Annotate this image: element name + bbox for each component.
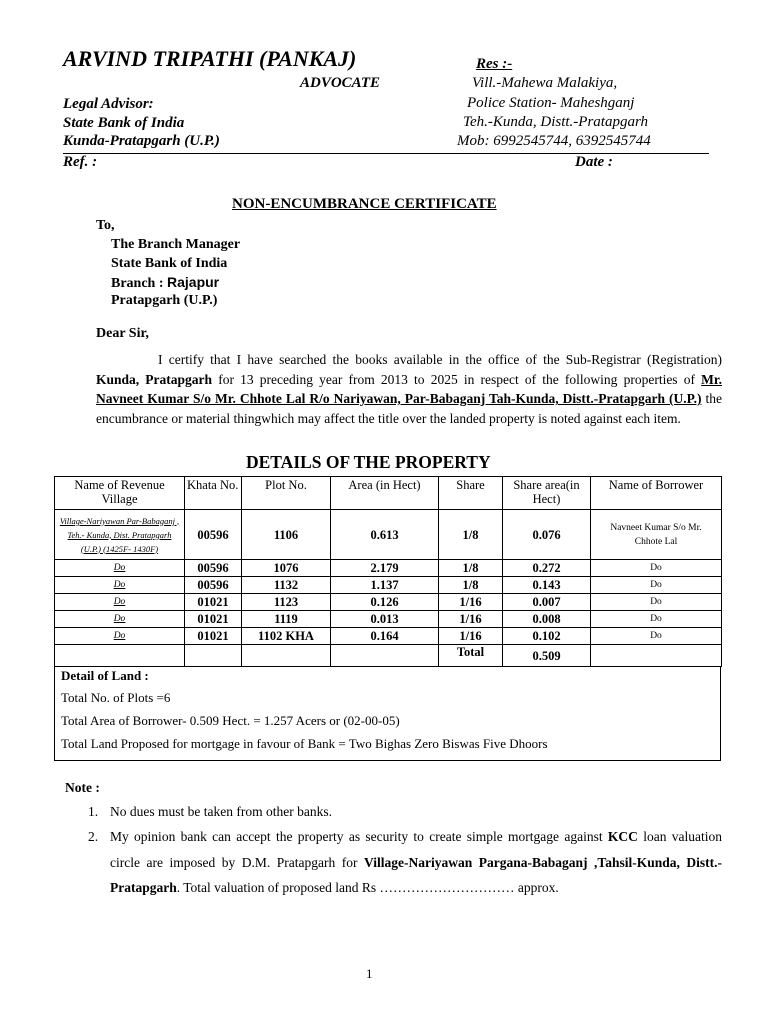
cell-share-area: 0.008 — [503, 611, 591, 628]
cell-borrower: Do — [591, 560, 722, 577]
body-text-2: for 13 preceding year from 2013 to 2025 in respect of the following properties of — [212, 371, 702, 387]
address-line-3 — [111, 274, 219, 292]
legal-advisor-label: Legal Advisor: — [63, 96, 154, 112]
branch-prefix: Branch : — [111, 276, 167, 291]
note-title: Note : — [65, 780, 100, 795]
cell-empty — [591, 645, 722, 667]
table-row — [55, 560, 722, 577]
land-details-line-2: Total Area of Borrower- 0.509 Hect. = 1.257 Acers or (02-00-05) — [61, 713, 400, 728]
cell-share: 1/8 — [439, 560, 503, 577]
cell-borrower: Do — [591, 611, 722, 628]
header-khata: Khata No. — [185, 477, 242, 510]
cell-share: 1/16 — [439, 594, 503, 611]
certificate-title: NON-ENCUMBRANCE CERTIFICATE — [232, 196, 497, 212]
note-2-part-a: My opinion bank can accept the property as security to create simple mortgage against — [110, 829, 608, 844]
office-location: Kunda-Pratapgarh (U.P.) — [63, 133, 220, 149]
table-row — [55, 594, 722, 611]
cell-khata: 00596 — [185, 560, 242, 577]
total-row — [55, 645, 722, 667]
note-2-village: Village-Nariyawan Pargana-Babaganj ,Tahsil-Kunda, Distt.-Pratapgarh — [110, 854, 722, 895]
cell-area: 1.137 — [331, 577, 439, 594]
residence-label: Res :- — [476, 56, 513, 72]
address-line-4: Pratapgarh (U.P.) — [111, 293, 218, 308]
body-text-3: the encumbrance or material thingwhich may affect the title over the landed property is noted against each item. — [96, 391, 723, 426]
header-area: Area (in Hect) — [331, 477, 439, 510]
cell-village: Do — [55, 594, 185, 611]
cell-share-area: 0.272 — [503, 560, 591, 577]
body-owner: Mr. Navneet Kumar S/o Mr. Chhote Lal R/o Nariyawan, Par-Babaganj Tah-Kunda, Distt.-Pratapgarh (U.P.) — [96, 371, 722, 406]
body-text-1: I certify that I have searched the books available in the office of the Sub-Registrar (Registration) — [158, 352, 722, 367]
mobile-numbers: Mob: 6992545744, 6392545744 — [457, 133, 651, 149]
cell-khata: 01021 — [185, 628, 242, 645]
cell-plot: 1123 — [242, 594, 331, 611]
land-details-line-1: Total No. of Plots =6 — [61, 690, 171, 705]
page-number: 1 — [366, 966, 373, 981]
advocate-name: ARVIND TRIPATHI (PANKAJ) — [63, 46, 357, 71]
cell-village: Do — [55, 577, 185, 594]
cell-village: Do — [55, 628, 185, 645]
total-value: 0.509 — [503, 645, 591, 667]
cell-share: 1/8 — [439, 510, 503, 560]
date-label: Date : — [575, 154, 613, 170]
property-heading: DETAILS OF THE PROPERTY — [246, 452, 491, 472]
table-row — [55, 510, 722, 560]
bank-name: State Bank of India — [63, 115, 185, 131]
note-2-text — [110, 824, 722, 901]
header-village: Name of Revenue Village — [55, 477, 185, 510]
table-row — [55, 628, 722, 645]
cell-share-area: 0.076 — [503, 510, 591, 560]
cell-share-area: 0.007 — [503, 594, 591, 611]
cell-plot: 1076 — [242, 560, 331, 577]
cell-village: Do — [55, 611, 185, 628]
address-line-1: The Branch Manager — [111, 237, 241, 252]
cell-borrower: Navneet Kumar S/o Mr. Chhote Lal — [591, 510, 722, 560]
residence-line-2: Police Station- Maheshganj — [467, 95, 635, 111]
cell-share-area: 0.143 — [503, 577, 591, 594]
cell-khata: 00596 — [185, 577, 242, 594]
cell-share: 1/16 — [439, 628, 503, 645]
land-details-box — [54, 667, 721, 761]
cell-plot: 1106 — [242, 510, 331, 560]
cell-share-area: 0.102 — [503, 628, 591, 645]
cell-empty — [242, 645, 331, 667]
cell-plot: 1119 — [242, 611, 331, 628]
cell-share: 1/8 — [439, 577, 503, 594]
branch-name: Rajapur — [167, 274, 220, 290]
note-2-number: 2. — [88, 829, 99, 844]
cell-plot: 1132 — [242, 577, 331, 594]
header-borrower: Name of Borrower — [591, 477, 722, 510]
to-label: To, — [96, 218, 115, 233]
cell-plot: 1102 KHA — [242, 628, 331, 645]
salutation: Dear Sir, — [96, 326, 149, 341]
header-share: Share — [439, 477, 503, 510]
cell-empty — [331, 645, 439, 667]
ref-label: Ref. : — [63, 154, 98, 170]
address-line-2: State Bank of India — [111, 256, 228, 271]
property-table — [54, 476, 722, 667]
cell-empty — [55, 645, 185, 667]
cell-area: 2.179 — [331, 560, 439, 577]
cell-borrower: Do — [591, 577, 722, 594]
header-plot: Plot No. — [242, 477, 331, 510]
cell-borrower: Do — [591, 628, 722, 645]
cell-area: 0.164 — [331, 628, 439, 645]
table-row — [55, 611, 722, 628]
cell-khata: 01021 — [185, 611, 242, 628]
residence-line-3: Teh.-Kunda, Distt.-Pratapgarh — [463, 114, 649, 130]
cell-empty — [185, 645, 242, 667]
cell-area: 0.613 — [331, 510, 439, 560]
note-1-text: No dues must be taken from other banks. — [110, 804, 332, 819]
table-header-row — [55, 477, 722, 510]
cell-khata: 00596 — [185, 510, 242, 560]
cell-village: Village-Nariyawan Par-Babaganj , Teh.- Kunda, Dist. Pratapgarh (U.P.) (1425F- 1430F) — [55, 510, 185, 560]
land-details-title: Detail of Land : — [61, 668, 149, 683]
advocate-title: ADVOCATE — [300, 75, 381, 91]
cell-borrower: Do — [591, 594, 722, 611]
residence-line-1: Vill.-Mahewa Malakiya, — [472, 75, 618, 91]
body-place: Kunda, Pratapgarh — [96, 371, 213, 387]
total-label: Total — [439, 645, 503, 667]
cell-share: 1/16 — [439, 611, 503, 628]
note-2-part-b: loan valuation circle are imposed by D.M. Pratapgarh for — [110, 829, 723, 870]
cell-area: 0.013 — [331, 611, 439, 628]
note-1-number: 1. — [88, 804, 99, 819]
table-row — [55, 577, 722, 594]
cell-village: Do — [55, 560, 185, 577]
cell-area: 0.126 — [331, 594, 439, 611]
note-2-part-c: . Total valuation of proposed land Rs ………………………… approx. — [176, 880, 559, 895]
note-2-kcc: KCC — [607, 829, 638, 844]
cell-khata: 01021 — [185, 594, 242, 611]
header-share-area: Share area(in Hect) — [503, 477, 591, 510]
certificate-body — [96, 350, 722, 428]
land-details-line-3: Total Land Proposed for mortgage in favour of Bank = Two Bighas Zero Biswas Five Dhoors — [61, 736, 548, 751]
